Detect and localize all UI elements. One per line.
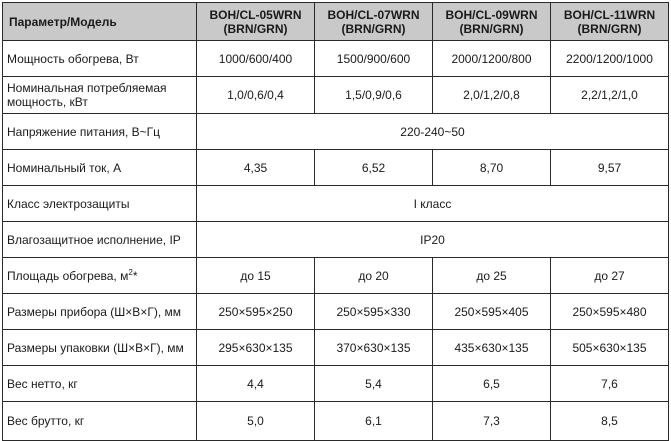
cell-value: 5,0 [197, 402, 315, 441]
cell-value: 4,4 [197, 366, 315, 402]
cell-value: 250×595×405 [433, 294, 551, 330]
cell-value: 1500/900/600 [315, 41, 433, 77]
header-model-09 [433, 3, 551, 41]
header-model-05-line1: BOH/CL-05WRN [209, 7, 302, 22]
header-model-11 [551, 3, 669, 41]
header-model-07-line2: (BRN/GRN) [341, 21, 406, 36]
cell-value: до 25 [433, 258, 551, 294]
row-label: Вес брутто, кг [3, 402, 197, 441]
row-label: Класс электрозащиты [3, 186, 197, 222]
cell-value: 9,57 [551, 150, 669, 186]
row-label: Номинальная потребляемая мощность, кВт [3, 77, 197, 114]
cell-value: 4,35 [197, 150, 315, 186]
header-model-09-line2: (BRN/GRN) [459, 21, 524, 36]
row-label: Номинальный ток, А [3, 150, 197, 186]
header-model-09-line1: BOH/CL-09WRN [445, 7, 538, 22]
cell-value: 8,5 [551, 402, 669, 441]
cell-value: 6,5 [433, 366, 551, 402]
header-model-07 [315, 3, 433, 41]
cell-value: 2200/1200/1000 [551, 41, 669, 77]
merged-cell-value: I класс [197, 186, 669, 222]
table-row-voltage [3, 114, 669, 150]
cell-value: 2000/1200/800 [433, 41, 551, 77]
header-model-07-line1: BOH/CL-07WRN [327, 7, 420, 22]
merged-cell-value: IP20 [197, 222, 669, 258]
spec-table [2, 2, 669, 441]
merged-cell-value: 220-240~50 [197, 114, 669, 150]
cell-value: 1,5/0,9/0,6 [315, 77, 433, 114]
cell-value: до 27 [551, 258, 669, 294]
header-param: Параметр/Модель [3, 3, 197, 41]
cell-value: 6,1 [315, 402, 433, 441]
row-label: Напряжение питания, В~Гц [3, 114, 197, 150]
table-row-ip-rating [3, 222, 669, 258]
cell-value: 250×595×480 [551, 294, 669, 330]
cell-value: до 20 [315, 258, 433, 294]
row-label-superscript: 2 [128, 267, 133, 277]
cell-value: 7,6 [551, 366, 669, 402]
table-row-protection-class [3, 186, 669, 222]
row-label: Размеры прибора (Ш×В×Г), мм [3, 294, 197, 330]
table-row-heating-area [3, 258, 669, 294]
table-row-current [3, 150, 669, 186]
cell-value: 435×630×135 [433, 330, 551, 366]
table-row-heating-power [3, 41, 669, 77]
header-model-05 [197, 3, 315, 41]
table-row-net-weight [3, 366, 669, 402]
cell-value: 2,2/1,2/1,0 [551, 77, 669, 114]
row-label: Мощность обогрева, Вт [3, 41, 197, 77]
cell-value: 1,0/0,6/0,4 [197, 77, 315, 114]
table-header-row [3, 3, 669, 41]
row-label [3, 258, 197, 294]
cell-value: 505×630×135 [551, 330, 669, 366]
table-row-rated-power [3, 77, 669, 114]
cell-value: 5,4 [315, 366, 433, 402]
table-row-device-dimensions [3, 294, 669, 330]
cell-value: 6,52 [315, 150, 433, 186]
cell-value: 370×630×135 [315, 330, 433, 366]
row-label: Вес нетто, кг [3, 366, 197, 402]
cell-value: 7,3 [433, 402, 551, 441]
cell-value: 295×630×135 [197, 330, 315, 366]
row-label: Размеры упаковки (Ш×В×Г), мм [3, 330, 197, 366]
cell-value: 8,70 [433, 150, 551, 186]
cell-value: до 15 [197, 258, 315, 294]
row-label: Влагозащитное исполнение, IP [3, 222, 197, 258]
cell-value: 250×595×250 [197, 294, 315, 330]
row-label-footnote-mark: * [132, 268, 138, 283]
cell-value: 2,0/1,2/0,8 [433, 77, 551, 114]
header-model-11-line2: (BRN/GRN) [577, 21, 642, 36]
header-model-11-line1: BOH/CL-11WRN [563, 7, 656, 22]
header-model-05-line2: (BRN/GRN) [223, 21, 288, 36]
cell-value: 250×595×330 [315, 294, 433, 330]
cell-value: 1000/600/400 [197, 41, 315, 77]
table-row-package-dimensions [3, 330, 669, 366]
row-label-main: Площадь обогрева, м [7, 268, 129, 283]
table-row-gross-weight [3, 402, 669, 441]
